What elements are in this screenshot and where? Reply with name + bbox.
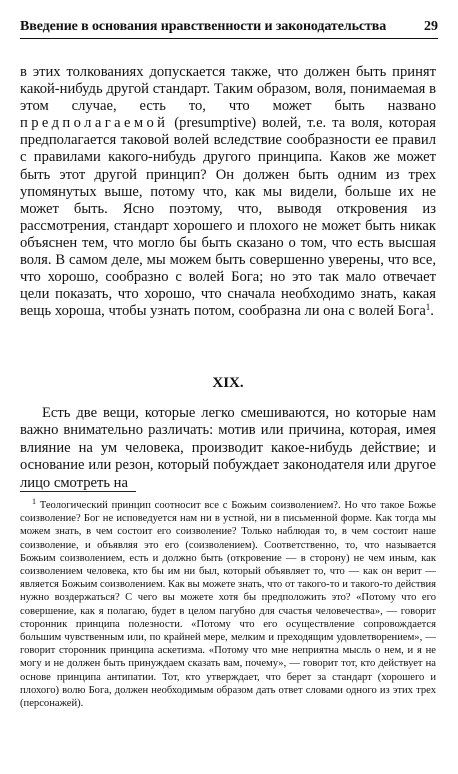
footnote-divider bbox=[20, 491, 136, 492]
footnote-marker: 1 bbox=[32, 497, 36, 506]
paragraph-1-part-a: в этих толкованиях допускается также, что должен быть принят какой-нибудь другой стандарт. Таким образом, воля, понимаемая в этом случае, есть то, что может быть названо bbox=[20, 64, 436, 115]
footnote-paragraph bbox=[20, 499, 436, 710]
footnote-reference[interactable]: 1 bbox=[425, 302, 431, 313]
paragraph-continued bbox=[20, 64, 436, 320]
page-number: 29 bbox=[424, 19, 438, 34]
emphasized-word: предполагаемой bbox=[20, 115, 169, 132]
running-title: Введение в основания нравственности и законодательства bbox=[20, 19, 387, 34]
footnote-text: Теологический принцип соотносит все с Божьим соизволением?. Но что такое Божье соизволение? Бог не исповедуется нам ни в устной, ни в письменной форме. Как тогда мы можем знать, в чем состоит его соизволение? Только наблюдая то, в чем состоит наше соизволение, и объявляя это его (соизволением). Соответственно, то, что называется Божьим соизволением, есть и должно быть (откровение — в сторону) не чем иным, как соизволением человека, кто бы им ни был, который объявляет то, что — как он верит — является Божьим соизволением. Как вы можете знать, что от такого-то и такого-то действия нужно воздержаться? С чего вы можете хотя бы предположить это? «Потому что его совершение, как я полагаю, будет в целом пагубно для счастья человечества», — говорит сторонник принципа полезности. «Потому что его осуществление сопровождается большим чувственным или, по крайней мере, мелким и преходящим удовлетворением», — говорит сторонник принципа аскетизма. «Потому что мне неприятна мысль о нем, и я не могу и не должен быть принуждаем сказать вам, почему», — говорит тот, кто действует на основе принципа антипатии. Тот, кто утверждает, что берет за стандарт (хорошего и плохого) волю Бога, должен необходимым образом дать ответ словами одного из этих трех (персонажей). bbox=[20, 500, 436, 710]
paragraph-2: Есть две вещи, которые легко смешиваются, но которые нам важно внимательно различать: мотив или причина, которая, имея влияние на ум человека, производит какое-нибудь действие; и основание или резон, который побуждает законодателя или другое лицо смотреть на bbox=[20, 405, 436, 491]
body-text-block-2 bbox=[20, 405, 436, 492]
body-text-block-1 bbox=[20, 64, 436, 320]
running-header bbox=[20, 14, 438, 39]
footnote-block bbox=[20, 499, 436, 710]
paragraph-1-part-b: (presumptive) волей, т.е. та воля, которая предполагается таковой волей вследствие сообразности ее правил с правилами какого-нибудь другого принципа. Каков же может быть этот другой принцип? Он должен быть одним из трех упомянутых выше, потому что, как мы видели, больше их не может быть. Ясно поэтому, что, выводя откровения из рассмотрения, стандарт хорошего и плохого не может быть никак объяснен тем, что могло бы быть сказано о том, что есть высшая воля. В самом деле, мы можем быть совершенно уверены, что все, что хорошо, сообразно с волей Бога; но это так мало отвечает цели показать, что хорошо, что сначала необходимо знать, какая вещь хороша, чтобы узнать потом, сообразна ли она с волей Бога bbox=[20, 115, 436, 320]
section-heading: XIX. bbox=[212, 375, 244, 391]
paragraph-1-end: . bbox=[430, 303, 434, 320]
